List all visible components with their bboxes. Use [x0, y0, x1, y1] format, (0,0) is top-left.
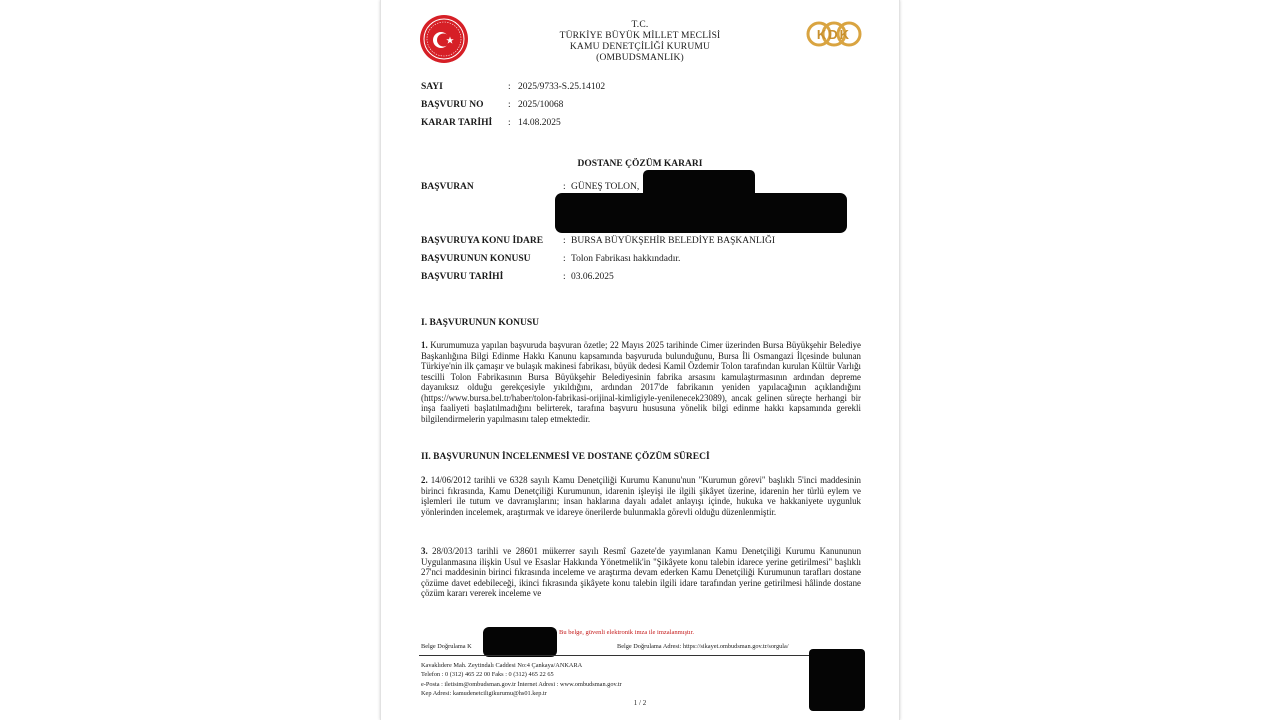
institution-header: [521, 20, 759, 64]
applicant-sep: :: [563, 182, 566, 192]
paragraph-1: [421, 340, 861, 424]
detail-label-tarihi: BAŞVURU TARİHİ: [421, 272, 504, 282]
section-heading: I. BAŞVURUNUN KONUSU: [421, 318, 539, 328]
paragraph-3: [421, 546, 861, 599]
footer-phone: Telefon : 0 (312) 465 22 00 Faks : 0 (312) 465 22 65: [421, 671, 554, 678]
paragraph-2: [421, 475, 861, 517]
header-line-tc: T.C.: [631, 20, 649, 30]
meta-label-karar-tarihi: KARAR TARİHİ: [421, 118, 493, 128]
paragraph-text: 14/06/2012 tarihli ve 6328 sayılı Kamu Denetçiliği Kurumu Kanunu'nun "Kurumun görevi" başlıklı 5'inci maddesinin birinci fıkrasında, Kamu Denetçiliği Kurumunun, idarenin işleyişi ile ilgili şikâyet üzerine, idarenin her türlü eylem ve işlemleri ile tutum ve davranışlarını; insan haklarına dayalı adalet anlayışı içinde, hukuka ve hakkaniyete uygunluk yönlerinden incelemek, araştırmak ve idareye önerilerde bulunmakla görevli olduğu düzenlenmiştir.: [421, 475, 861, 517]
footer-kep: Kep Adresi: kamudenetciligikurumu@hs01.kep.tr: [421, 690, 547, 697]
detail-value-tarihi: 03.06.2025: [571, 272, 614, 282]
paragraph-number: 1.: [421, 340, 428, 350]
detail-sep: :: [563, 272, 566, 282]
applicant-value: GÜNEŞ TOLON,: [571, 182, 640, 192]
paragraph-number: 2.: [421, 475, 428, 485]
page-number: 1 / 2: [633, 699, 647, 707]
redaction-block: [483, 627, 557, 657]
paragraph-number: 3.: [421, 546, 428, 556]
tbmm-seal-icon: [419, 14, 469, 64]
esign-note: Bu belge, güvenli elektronik imza ile imzalanmıştır.: [559, 629, 695, 636]
header-line-tbmm: TÜRKİYE BÜYÜK MİLLET MECLİSİ: [559, 31, 721, 41]
document-title: DOSTANE ÇÖZÜM KARARI: [577, 159, 703, 169]
detail-label-konusu: BAŞVURUNUN KONUSU: [421, 254, 531, 264]
redaction-block: [555, 193, 847, 233]
header-line-kdk: KAMU DENETÇİLİĞİ KURUMU: [569, 42, 711, 52]
document-page: [380, 0, 900, 720]
meta-value-sayi: 2025/9733-S.25.14102: [518, 82, 606, 92]
meta-sep: :: [508, 118, 511, 128]
kdk-logo-icon: [805, 12, 863, 56]
detail-sep: :: [563, 254, 566, 264]
paragraph-text: 28/03/2013 tarihli ve 28601 mükerrer sayılı Resmî Gazete'de yayımlanan Kamu Denetçiliği Kurumu Kanununun Uygulanmasına ilişkin Usul ve Esaslar Hakkında Yönetmelik'in "Şikâyete konu talebin idarece yerine getirilmesi" başlıklı 27'nci maddesinin birinci fıkrasında inceleme ve araştırma devam ederken Kamu Denetçiliği Kurumunun tarafları dostane çözüme davet edebileceği, ikinci fıkrasında şikâyete konu talebin ilgili idare tarafından yerine getirilmesi hâlinde dostane çözüm kararı vererek inceleme ve: [421, 546, 862, 598]
meta-value-karar-tarihi: 14.08.2025: [518, 118, 561, 128]
detail-value-konusu: Tolon Fabrikası hakkındadır.: [571, 254, 681, 264]
meta-sep: :: [508, 82, 511, 92]
footer-email: e-Posta : iletisim@ombudsman.gov.tr İnternet Adresi : www.ombudsman.gov.tr: [421, 681, 622, 688]
footer-divider: [419, 655, 863, 656]
verify-code-label: Belge Doğrulama K: [421, 643, 472, 650]
meta-label-basvuru-no: BAŞVURU NO: [421, 100, 484, 110]
applicant-label: BAŞVURAN: [421, 182, 474, 192]
meta-value-basvuru-no: 2025/10068: [518, 100, 564, 110]
meta-label-sayi: SAYI: [421, 82, 443, 92]
section-heading: II. BAŞVURUNUN İNCELENMESİ VE DOSTANE ÇÖZÜM SÜRECİ: [421, 452, 710, 462]
header-line-ombudsman: (OMBUDSMANLIK): [596, 53, 684, 63]
detail-value-idare: BURSA BÜYÜKŞEHİR BELEDİYE BAŞKANLIĞI: [571, 236, 775, 246]
kdk-logo-text: KDK: [816, 27, 852, 42]
detail-label-idare: BAŞVURUYA KONU İDARE: [421, 236, 544, 246]
footer-address: Kavaklıdere Mah. Zeytindalı Caddesi No:4 Çankaya/ANKARA: [421, 662, 583, 669]
meta-sep: :: [508, 100, 511, 110]
verify-address: Belge Doğrulama Adresi: https://sikayet.ombudsman.gov.tr/sorgula/: [617, 643, 789, 650]
paragraph-text: Kurumumuza yapılan başvuruda başvuran özetle; 22 Mayıs 2025 tarihinde Cimer üzerinden Bursa Büyükşehir Belediye Başkanlığına Bilgi Edinme Hakkı Kanunu kapsamında başvuruda bulunduğunu, Bursa İli Osmangazi İlçesinde bulunan Türkiye'nin ilk çamaşır ve bulaşık makinesi fabrikası, büyük dedesi Kamil Özdemir Tolon tarafından kurulan Kültür Varlığı tescilli Tolon Fabrikasının Bursa Büyükşehir Belediyesinin fabrika arsasını kamulaştırmasının ardından depreme dayanıksız olduğu gerekçesiyle yıkıldığını, ardından 2017'de fabrikanın yeniden yapılacağının açıklandığını (https://www.bursa.bel.tr/haber/tolon-fabrikasi-orijinal-kimligiyle-yenilenecek23089), ancak gelinen süreçte herhangi bir inşa faaliyeti başlatılmadığını belirterek, tarafına başvuru hususuna yönelik bilgi edinme hakkı kapsamında gerekli bilgilendirmelerin yapılmasını talep etmektedir.: [421, 340, 861, 424]
detail-sep: :: [563, 236, 566, 246]
